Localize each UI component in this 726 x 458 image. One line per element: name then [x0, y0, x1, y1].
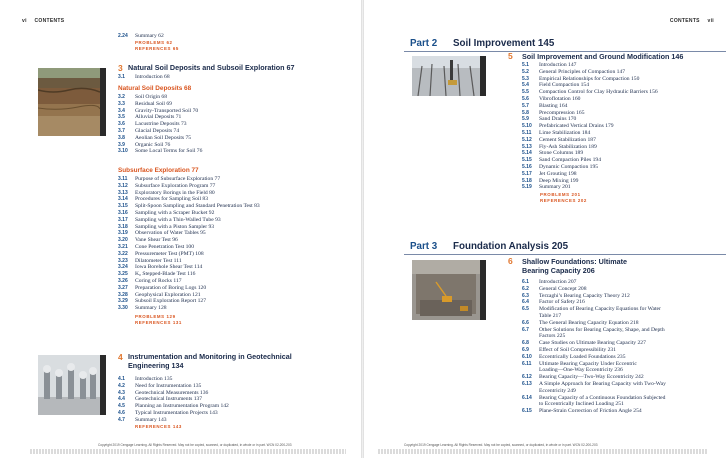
toc-entry-continuation: Eccentricity 249	[539, 387, 576, 394]
section-title-text: Sand Compaction Piles 194	[539, 157, 601, 164]
toc-entry	[118, 298, 206, 305]
section-title-text: The General Bearing Capacity Equation 218	[539, 319, 639, 326]
section-title-text: Sand Drains 170	[539, 116, 577, 123]
problems-references: REFERENCES 131	[135, 320, 182, 326]
chapter-4-title-line2: Engineering 134	[128, 360, 184, 370]
toc-entry	[522, 96, 580, 103]
part-3-heading	[404, 239, 726, 255]
chapter-4-photo	[38, 355, 100, 415]
section-title-text: Stone Columns 189	[539, 150, 584, 157]
chapter-3-photo	[38, 68, 100, 136]
section-title-text: Geophysical Exploration 121	[135, 291, 201, 298]
toc-entry	[118, 278, 182, 285]
section-title-text: Sampling with a Scraper Bucket 92	[135, 210, 215, 216]
section-number: 3.2	[118, 94, 125, 100]
section-number: 6.10	[522, 353, 532, 360]
section-title-text: Compaction Control for Clay Hydraulic Barriers 156	[539, 89, 658, 96]
section-title-text: Aeolian Soil Deposits 75	[135, 134, 192, 141]
section-title-text: Some Local Terms for Soil 76	[135, 148, 203, 155]
section-title-text: Observation of Water Tables 95	[135, 230, 206, 237]
section-title-text: Soil Origin 68	[135, 94, 168, 100]
section-title-text: Field Compaction 154	[539, 82, 590, 89]
toc-entry	[118, 196, 208, 203]
chapter-5-title: Soil Improvement and Ground Modification 146	[522, 52, 684, 61]
toc-entry	[118, 271, 195, 278]
section-title-text: Vane Shear Test 96	[135, 237, 178, 244]
section-title-text: Iowa Borehole Shear Test 114	[135, 264, 203, 271]
section-number: 5.17	[522, 170, 532, 177]
toc-entry	[522, 123, 614, 130]
section-title-text: Coring of Rocks 117	[135, 278, 182, 284]
section-number: 3.27	[118, 284, 128, 291]
section-number: 5.15	[522, 157, 532, 164]
toc-entry	[118, 210, 214, 217]
running-head-label: CONTENTS	[669, 18, 700, 24]
section-number: 6.7	[522, 326, 529, 333]
running-head-label: CONTENTS	[34, 18, 65, 24]
toc-entry	[522, 347, 616, 354]
section-number: 6.5	[522, 306, 529, 313]
toc-entry	[522, 164, 598, 171]
section-heading: Natural Soil Deposits 68	[118, 85, 192, 92]
problems-references: REFERENCES 143	[135, 424, 182, 430]
section-number: 4.5	[118, 403, 125, 410]
section-number: 3.4	[118, 107, 125, 114]
section-number: 3.10	[118, 148, 128, 155]
section-number: 6.9	[522, 347, 529, 353]
section-title-text: Introduction 68	[135, 74, 170, 80]
photo-credit-strip	[100, 355, 106, 415]
toc-entry	[522, 279, 576, 286]
toc-entry	[522, 144, 597, 151]
toc-entry	[522, 374, 644, 381]
toc-entry	[118, 305, 167, 312]
section-title-text: Gravity-Transported Soil 70	[135, 107, 199, 114]
section-title-text: Terzaghi’s Bearing Capacity Theory 212	[539, 292, 630, 299]
copyright-footer: Copyright 2019 Cengage Learning. All Rights Reserved. May not be copied, scanned, or duplicated, in whole or in part. WCN 02-200-203	[98, 443, 292, 447]
section-title-text: General Concept 208	[539, 285, 587, 292]
toc-entry	[118, 410, 218, 417]
section-title-text: Eccentrically Loaded Foundations 235	[539, 353, 626, 360]
section-number: 5.16	[522, 164, 532, 170]
section-title-text: Summary 143	[135, 416, 167, 423]
section-title-text: Fly-Ash Stabilization 189	[539, 143, 597, 150]
toc-entry	[118, 114, 181, 121]
toc-entry	[522, 62, 576, 69]
toc-entry	[118, 237, 178, 244]
section-title-text: Precompression 165	[539, 109, 585, 116]
section-title-text: Geotechnical Instruments 137	[135, 396, 203, 403]
chapter-4-title-line1: Instrumentation and Monitoring in Geotechnical	[128, 352, 292, 361]
section-number: 2.24	[118, 33, 128, 39]
photo-credit-strip	[100, 68, 106, 136]
toc-entry	[522, 89, 658, 96]
section-title-text: Effect of Soil Compressibility 231	[539, 347, 616, 353]
toc-entry	[522, 157, 601, 164]
section-number: 6.2	[522, 285, 529, 292]
toc-entry	[118, 203, 260, 210]
section-title-text: Sampling with a Piston Sampler 93	[135, 223, 215, 230]
section-number: 5.11	[522, 130, 532, 136]
section-number: 6.13	[522, 381, 532, 387]
section-title-text: Introduction 207	[539, 279, 577, 285]
section-title-text: Dynamic Compaction 195	[539, 164, 599, 170]
section-number: 5.1	[522, 62, 529, 68]
toc-entry	[118, 258, 182, 265]
section-title-text: Factor of Safety 216	[539, 299, 585, 306]
section-title-text: Ultimate Bearing Capacity Under Eccentric	[539, 360, 637, 367]
toc-entry-continuation: Factors 225	[539, 333, 566, 340]
part-3-title: Foundation Analysis 205	[453, 241, 569, 252]
toc-entry	[522, 110, 585, 117]
section-title-text: Summary 201	[539, 184, 571, 191]
section-title-text: Exploratory Borings in the Field 80	[135, 189, 215, 196]
toc-entry	[118, 121, 187, 128]
toc-entry	[522, 340, 646, 347]
section-title-text: Procedures for Sampling Soil 83	[135, 196, 209, 203]
chapter-6-title-line2: Bearing Capacity 206	[522, 265, 595, 275]
section-number: 5.13	[522, 143, 532, 150]
fine-print	[30, 449, 346, 454]
chapter-4-title	[128, 353, 292, 370]
section-number: 3.22	[118, 250, 128, 257]
section-title-text: Need for Instrumentation 135	[135, 382, 202, 389]
section-number: 3.5	[118, 114, 125, 121]
section-number: 3.14	[118, 196, 128, 203]
problems-references: REFERENCES 65	[135, 46, 179, 52]
section-number: 3.12	[118, 182, 128, 189]
section-number: 3.3	[118, 100, 125, 107]
toc-entry	[118, 390, 208, 397]
toc-entry	[522, 178, 578, 185]
section-title-text: Preparation of Boring Logs 120	[135, 284, 207, 291]
section-number: 3.11	[118, 176, 128, 182]
section-title-text: Introduction 147	[539, 62, 577, 68]
section-number: 4.7	[118, 416, 125, 423]
section-number: 3.1	[118, 74, 125, 80]
section-title-text: Bearing Capacity of a Continuous Foundation Subjected	[539, 394, 666, 401]
section-number: 3.25	[118, 271, 128, 278]
section-number: 5.10	[522, 123, 532, 130]
section-number: 5.5	[522, 89, 529, 96]
section-title-text: Vibroflotation 160	[539, 96, 581, 102]
section-number: 6.4	[522, 299, 529, 306]
toc-entry	[118, 285, 206, 292]
chapter-5-photo	[412, 56, 480, 96]
section-number: 3.28	[118, 291, 128, 298]
page-number: vi	[22, 18, 27, 24]
toc-entry	[522, 69, 625, 76]
running-head-left	[22, 18, 64, 24]
toc-entry	[522, 361, 637, 368]
section-number: 3.15	[118, 203, 128, 210]
toc-entry	[118, 376, 172, 383]
section-number: 3.6	[118, 121, 125, 128]
problems-references: PROBLEMS 201	[540, 192, 581, 198]
section-number: 3.17	[118, 216, 128, 223]
toc-entry	[522, 408, 642, 415]
left-page	[0, 0, 362, 458]
section-number: 3.9	[118, 141, 125, 148]
section-title-text: Blasting 164	[539, 102, 568, 109]
toc-entry	[118, 74, 170, 81]
section-title-text: Jet Grouting 198	[539, 170, 577, 177]
toc-entry	[118, 183, 215, 190]
chapter-5-number: 5	[508, 51, 513, 61]
section-title-text: Alluvial Deposits 71	[135, 114, 182, 121]
section-number: 4.2	[118, 382, 125, 389]
section-title-text: Deep Mixing 199	[539, 177, 579, 184]
section-title-text: Introduction 135	[135, 376, 173, 382]
toc-entry	[522, 327, 665, 334]
section-title-text: Geotechnical Measurements 136	[135, 389, 209, 396]
section-title-text: Summary 62	[135, 33, 164, 39]
photo-credit-strip	[480, 260, 486, 320]
toc-entry-continuation: Loading—One-Way Eccentricity 236	[539, 367, 623, 374]
section-number: 4.1	[118, 376, 125, 382]
section-title-text: Dilatometer Test 111	[135, 257, 182, 264]
toc-entry	[522, 130, 590, 137]
toc-entry	[118, 244, 194, 251]
chapter-6-number: 6	[508, 256, 513, 266]
toc-entry	[522, 381, 666, 388]
toc-entry	[118, 403, 229, 410]
section-title-text: Subsurface Exploration Program 77	[135, 182, 216, 189]
part-2-title: Soil Improvement 145	[453, 38, 555, 49]
section-number: 5.3	[522, 75, 529, 82]
toc-entry	[522, 150, 583, 157]
chapter-6-title	[522, 258, 627, 275]
toc-entry	[118, 108, 198, 115]
section-number: 3.8	[118, 134, 125, 141]
section-number: 5.7	[522, 102, 529, 109]
toc-entry	[522, 76, 639, 83]
section-number: 5.4	[522, 82, 529, 89]
toc-entry-continuation: to Eccentrically Inclined Loading 251	[539, 401, 624, 408]
section-number: 3.23	[118, 257, 128, 264]
section-number: 3.30	[118, 305, 128, 312]
right-page	[364, 0, 726, 458]
section-title-text: Prefabricated Vertical Drains 179	[539, 123, 614, 130]
section-number: 3.24	[118, 264, 128, 271]
fine-print	[378, 449, 708, 454]
section-title-text: Glacial Deposits 74	[135, 128, 180, 134]
section-number: 3.16	[118, 210, 128, 216]
section-number: 3.19	[118, 230, 128, 237]
toc-entry	[118, 101, 172, 108]
section-number: 4.6	[118, 410, 125, 416]
section-number: 6.14	[522, 394, 532, 401]
section-title-text: Residual Soil 69	[135, 100, 172, 107]
section-number: 5.8	[522, 109, 529, 116]
running-head-right	[670, 18, 714, 24]
part-2-label: Part 2	[410, 38, 438, 49]
section-title-text: Empirical Relationships for Compaction 150	[539, 75, 640, 82]
section-heading: Subsurface Exploration 77	[118, 167, 199, 174]
section-title-text: K₀ Stepped-Blade Test 116	[135, 271, 196, 278]
section-title-text: Lacustrine Deposits 73	[135, 121, 187, 128]
toc-entry	[118, 128, 179, 135]
toc-entry	[118, 135, 191, 142]
section-title-text: Modification of Bearing Capacity Equations for Water	[539, 306, 661, 313]
toc-entry	[118, 396, 202, 403]
section-number: 3.26	[118, 278, 128, 284]
toc-entry	[118, 383, 201, 390]
section-number: 6.12	[522, 374, 532, 381]
section-number: 3.13	[118, 189, 128, 196]
section-title-text: Lime Stabilization 184	[539, 130, 591, 136]
section-number: 6.1	[522, 279, 529, 285]
problems-references: PROBLEMS 129	[135, 314, 176, 319]
section-title-text: Purpose of Subsurface Exploration 77	[135, 176, 221, 182]
section-title-text: Sampling with a Thin-Walled Tube 93	[135, 216, 221, 223]
toc-entry	[118, 230, 206, 237]
toc-entry	[118, 33, 164, 40]
toc-entry	[118, 94, 167, 101]
section-number: 5.2	[522, 68, 529, 75]
section-title-text: General Principles of Compaction 147	[539, 68, 626, 75]
toc-entry	[522, 320, 639, 327]
section-title-text: Plane-Strain Correction of Friction Angle 254	[539, 408, 642, 415]
section-title-text: Cement Stabilization 187	[539, 136, 596, 143]
part-rule	[404, 254, 726, 255]
section-number: 4.4	[118, 396, 125, 403]
section-title-text: Typical Instrumentation Projects 143	[135, 410, 218, 416]
chapter-6-title-line1: Shallow Foundations: Ultimate	[522, 257, 628, 266]
toc-entry	[522, 137, 596, 144]
section-number: 5.19	[522, 184, 532, 191]
problems-references: PROBLEMS 62	[135, 40, 173, 45]
toc-entry	[522, 354, 626, 361]
section-title-text: Bearing Capacity—Two-Way Eccentricity 242	[539, 374, 644, 381]
section-number: 5.6	[522, 96, 529, 102]
section-title-text: Pressuremeter Test (PMT) 108	[135, 250, 204, 257]
toc-entry	[118, 264, 202, 271]
section-number: 3.29	[118, 298, 128, 305]
toc-entry	[522, 103, 567, 110]
toc-entry	[522, 184, 571, 191]
section-number: 6.11	[522, 360, 532, 367]
section-title-text: A Simple Approach for Bearing Capacity with Two-Way	[539, 381, 666, 387]
part-3-label: Part 3	[410, 241, 438, 252]
toc-entry	[522, 171, 577, 178]
section-title-text: Cone Penetration Test 100	[135, 244, 195, 250]
page-number: vii	[707, 18, 714, 24]
section-number: 5.12	[522, 136, 532, 143]
toc-entry	[118, 217, 221, 224]
toc-entry	[118, 292, 201, 299]
part-2-heading	[404, 36, 726, 52]
toc-entry	[118, 251, 204, 258]
section-title-text: Planning an Instrumentation Program 142	[135, 403, 229, 410]
section-number: 6.3	[522, 292, 529, 299]
section-number: 6.6	[522, 319, 529, 326]
section-title-text: Organic Soil 76	[135, 141, 171, 148]
section-number: 3.18	[118, 223, 128, 230]
section-title-text: Summary 128	[135, 305, 167, 312]
section-number: 4.3	[118, 389, 125, 396]
toc-entry	[118, 148, 202, 155]
chapter-4-number: 4	[118, 352, 123, 362]
section-number: 3.21	[118, 244, 128, 250]
section-number: 5.9	[522, 116, 529, 123]
toc-entry	[522, 286, 587, 293]
toc-entry	[522, 306, 661, 313]
toc-entry	[522, 395, 665, 402]
section-number: 3.7	[118, 128, 125, 134]
section-title-text: Split-Spoon Sampling and Standard Penetration Test 83	[135, 203, 260, 210]
toc-entry	[118, 176, 220, 183]
section-number: 5.18	[522, 177, 532, 184]
section-title-text: Subsoil Exploration Report 127	[135, 298, 207, 305]
photo-credit-strip	[480, 56, 486, 96]
section-number: 6.8	[522, 340, 529, 347]
toc-entry	[118, 417, 167, 424]
problems-references: REFERENCES 202	[540, 198, 587, 204]
copyright-footer: Copyright 2019 Cengage Learning. All Rights Reserved. May not be copied, scanned, or duplicated, in whole or in part. WCN 02-200-203	[404, 443, 598, 447]
chapter-3-title: Natural Soil Deposits and Subsoil Exploration 67	[128, 63, 295, 72]
section-number: 3.20	[118, 237, 128, 244]
section-title-text: Other Solutions for Bearing Capacity, Shape, and Depth	[539, 326, 665, 333]
section-number: 5.14	[522, 150, 532, 157]
chapter-3-number: 3	[118, 63, 123, 73]
section-number: 6.15	[522, 408, 532, 415]
chapter-6-photo	[412, 260, 480, 320]
toc-entry-continuation: Table 217	[539, 313, 562, 319]
section-title-text: Case Studies on Ultimate Bearing Capacity 227	[539, 340, 646, 347]
